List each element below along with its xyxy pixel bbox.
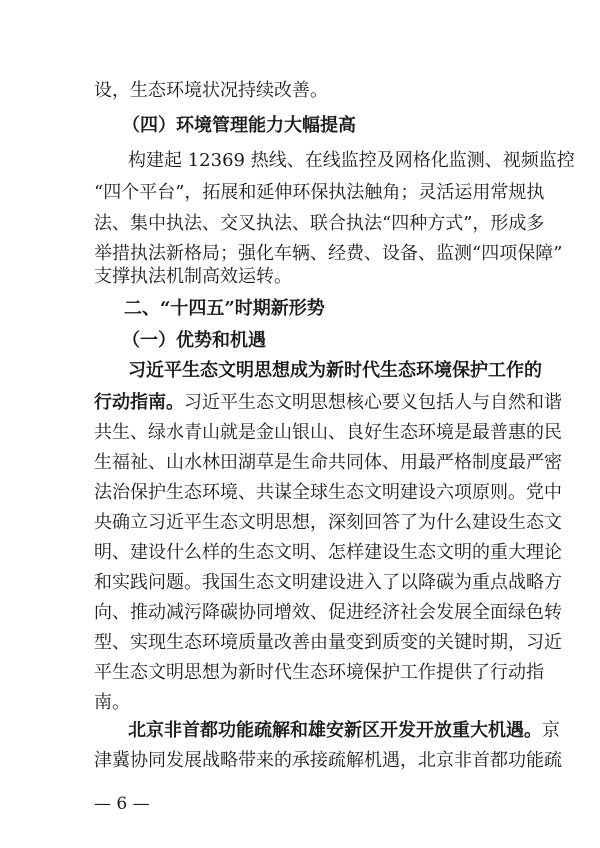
paragraph-line: 向、推动减污降碳协同增效、促进经济社会发展全面绿色转 — [94, 602, 562, 623]
paragraph-line: 法、集中执法、交叉执法、联合执法“四种方式”，形成多 — [94, 213, 545, 234]
paragraph-text: 京 — [542, 720, 560, 741]
paragraph-line: 设，生态环境状况持续改善。 — [94, 80, 328, 101]
page-number: — 6 — — [94, 794, 150, 814]
paragraph-line: 平生态文明思想为新时代生态环境保护工作提供了行动指 — [94, 662, 544, 683]
paragraph-line: 型、实现生态环境质量改善由量变到质变的关键时期，习近 — [94, 632, 562, 653]
paragraph-text: 习近平生态文明思想核心要义包括人与自然和谐 — [184, 392, 562, 413]
paragraph-line: 法治保护生态环境、共谋全球生态文明建设六项原则。党中 — [94, 482, 562, 503]
paragraph-line: “四个平台”，拓展和延伸环保执法触角；灵活运用常规执 — [94, 182, 545, 203]
paragraph-line — [128, 720, 600, 742]
paragraph-line: 央确立习近平生态文明思想，深刻回答了为什么建设生态文 — [94, 512, 562, 533]
paragraph-line: 明、建设什么样的生态文明、怎样建设生态文明的重大理论 — [94, 542, 562, 563]
paragraph-line: 南。 — [94, 692, 130, 713]
paragraph-lead: 北京非首都功能疏解和雄安新区开发开放重大机遇。 — [128, 720, 542, 741]
paragraph-lead: 习近平生态文明思想成为新时代生态环境保护工作的 — [128, 360, 542, 381]
chapter-heading-2: 二、“十四五”时期新形势 — [124, 298, 325, 319]
paragraph-line: 支撑执法机制高效运转。 — [94, 266, 292, 287]
paragraph-lead-tail: 行动指南。 — [94, 392, 184, 413]
paragraph-line: 共生、绿水青山就是金山银山、良好生态环境是最普惠的民 — [94, 422, 562, 443]
paragraph-line: 举措执法新格局；强化车辆、经费、设备、监测“四项保障” — [94, 243, 563, 264]
section-heading-1: （一）优势和机遇 — [122, 330, 266, 351]
paragraph-line: 和实践问题。我国生态文明建设进入了以降碳为重点战略方 — [94, 572, 562, 593]
paragraph-line: 生福祉、山水林田湖草是生命共同体、用最严格制度最严密 — [94, 452, 562, 473]
paragraph-line: 构建起 12369 热线、在线监控及网格化监测、视频监控 — [128, 150, 575, 171]
paragraph-line — [94, 392, 600, 414]
paragraph-line: 津冀协同发展战略带来的承接疏解机遇，北京非首都功能疏 — [94, 750, 562, 771]
section-heading-4: （四）环境管理能力大幅提高 — [122, 115, 356, 136]
